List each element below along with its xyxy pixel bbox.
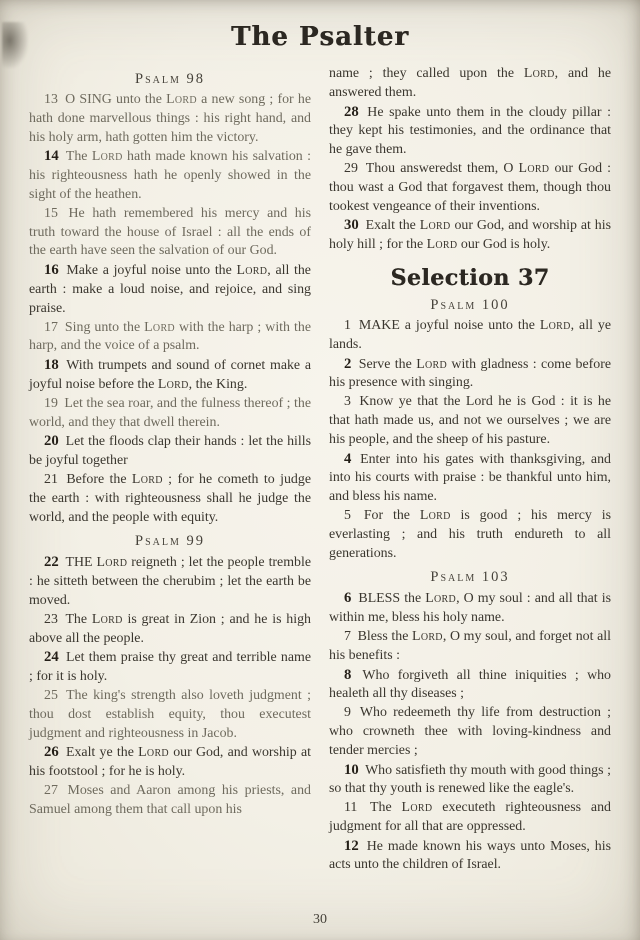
lord-small-caps: Lord [523,66,555,81]
verse: 30 Exalt the Lord our God, and worship at his holy hill ; for the Lord our God is holy. [329,217,612,253]
selection-heading: Selection 37 [390,264,550,291]
verse: 6 BLESS the Lord, O my soul : and all that is within me, bless his holy name. [329,590,611,626]
verse: 23 The Lord is great in Zion ; and he is high above all the people. [29,611,311,646]
psalm-heading: Psalm 100 [430,296,510,313]
verse-number: 21 [44,471,58,487]
verse: 2 Serve the Lord with gladness : come before his presence with singing. [329,355,611,391]
verse: 5 For the Lord is good ; his mercy is everlasting ; and his truth endureth to all generations. [329,507,611,561]
lord-small-caps: Lord [91,149,123,165]
page-number: 30 [313,912,327,927]
page-title: The Psalter [230,22,409,52]
verse-number: 17 [44,319,58,335]
verse-number: 27 [44,782,58,798]
verse-number: 23 [44,611,58,627]
verse: 17 Sing unto the Lord with the harp ; with the harp, and the voice of a psalm. [29,319,311,354]
lord-small-caps: Lord [144,319,175,335]
lord-small-caps: Lord [131,471,163,487]
verse-number: 30 [344,217,359,234]
verse-number: 4 [344,450,352,467]
lord-small-caps: Lord [166,92,197,107]
verse: 26 Exalt ye the Lord our God, and worship at his footstool ; for he is holy. [29,744,311,780]
verse-number: 20 [44,433,59,450]
verse-number: 10 [344,761,359,778]
verse: 10 Who satisfieth thy mouth with good things ; so that thy youth is renewed like the eagle's. [329,761,611,797]
verse: 9 Who redeemeth thy life from destruction ; who crowneth thee with loving-kindness and tender mercies ; [329,705,611,758]
lord-small-caps: Lord [96,555,128,571]
lord-small-caps: Lord [426,237,458,253]
verse-continuation: name ; they called upon the Lord, and he answered them. [329,66,611,100]
verse: 12 He made known his ways unto Moses, his acts unto the children of Israel. [329,837,611,873]
lord-small-caps: Lord [401,800,433,816]
verse-number: 14 [44,148,59,165]
verse: 3 Know ye that the Lord he is God : it is he that hath made us, and not we ourselves ; we are his people, and the sheep of his pasture. [329,394,611,447]
verse: 28 He spake unto them in the cloudy pillar : they kept his testimonies, and the ordinance that he gave them. [329,103,611,158]
text-columns [29,65,611,875]
verse: 20 Let the floods clap their hands : let the hills be joyful together [29,433,311,469]
verse-number: 9 [344,705,351,721]
psalm-heading: Psalm 99 [135,533,205,550]
verse-number: 13 [44,92,58,107]
verse-number: 8 [344,666,352,683]
verse: 13 O SING unto the Lord a new song ; for he hath done marvellous things : his right hand, and his holy arm, hath gotten him the victory. [29,92,311,145]
verse: 16 Make a joyful noise unto the Lord, all the earth : make a loud noise, and rejoice, and sing praise. [29,262,311,316]
lord-small-caps: Lord [425,591,457,607]
verse-number: 24 [44,649,59,666]
verse-number: 16 [44,262,59,279]
verse: 25 The king's strength also loveth judgment ; thou dost establish equity, thou executest judgment and righteousness in Jacob. [29,687,311,741]
verse-number: 1 [344,317,351,333]
verse-number: 15 [44,205,58,221]
verse: 22 THE Lord reigneth ; let the people tremble : he sitteth between the cherubim ; let the earth be moved. [29,554,311,608]
text-column-left [29,65,311,875]
verse: 11 The Lord executeth righteousness and judgment for all that are oppressed. [329,800,611,834]
verse-number: 5 [344,507,351,523]
verse: 27 Moses and Aaron among his priests, and Samuel among them that call upon his [29,782,311,817]
verse-number: 29 [344,160,358,176]
lord-small-caps: Lord [419,218,451,234]
verse-number: 22 [44,554,59,571]
lord-small-caps: Lord [518,160,550,176]
verse-number: 26 [44,744,59,761]
verse-number: 7 [344,628,351,644]
psalm-heading: Psalm 103 [430,569,510,586]
verse: 24 Let them praise thy great and terrible name ; for it is holy. [29,649,311,685]
verse-number: 2 [344,355,352,372]
verse-number: 28 [344,103,359,120]
verse: 29 Thou answeredst them, O Lord our God : thou wast a God that forgavest them, though thou tookest vengeance of their inventions. [329,160,611,214]
verse: 15 He hath remembered his mercy and his truth toward the house of Israel : all the ends of the earth have seen the salvation of our God. [29,205,311,259]
verse: 1 MAKE a joyful noise unto the Lord, all ye lands. [329,317,611,352]
verse-number: 12 [344,837,359,854]
lord-small-caps: Lord [138,745,169,761]
psalm-heading: Psalm 98 [135,71,205,87]
scan-artifact [2,22,28,68]
lord-small-caps: Lord [91,611,123,627]
lord-small-caps: Lord [539,317,571,333]
verse: 21 Before the Lord ; for he cometh to judge the earth : with righteousness shall he judge the world, and the people with equity. [29,471,311,525]
verse: 8 Who forgiveth all thine iniquities ; who healeth all thy diseases ; [329,666,611,702]
verse-number: 6 [344,590,352,607]
verse-number: 11 [344,800,358,816]
lord-small-caps: Lord [412,628,443,644]
verse-number: 19 [44,395,58,411]
lord-small-caps: Lord [416,356,447,372]
verse-number: 18 [44,357,59,374]
verse-number: 3 [344,394,351,410]
verse-number: 25 [44,687,58,703]
verse: 14 The Lord hath made known his salvation : his righteousness hath he openly showed in the sight of the heathen. [29,148,311,202]
verse: 4 Enter into his gates with thanksgiving, and into his courts with praise : be thankful unto him, and bless his name. [329,450,611,505]
verse: 19 Let the sea roar, and the fulness thereof ; the world, and they that dwell therein. [29,395,311,430]
verse: 7 Bless the Lord, O my soul, and forget not all his benefits : [329,628,611,663]
text-column-right [329,65,611,875]
lord-small-caps: Lord [419,507,451,523]
lord-small-caps: Lord [157,376,189,392]
lord-small-caps: Lord [236,263,268,279]
verse: 18 With trumpets and sound of cornet make a joyful noise before the Lord, the King. [29,357,311,392]
